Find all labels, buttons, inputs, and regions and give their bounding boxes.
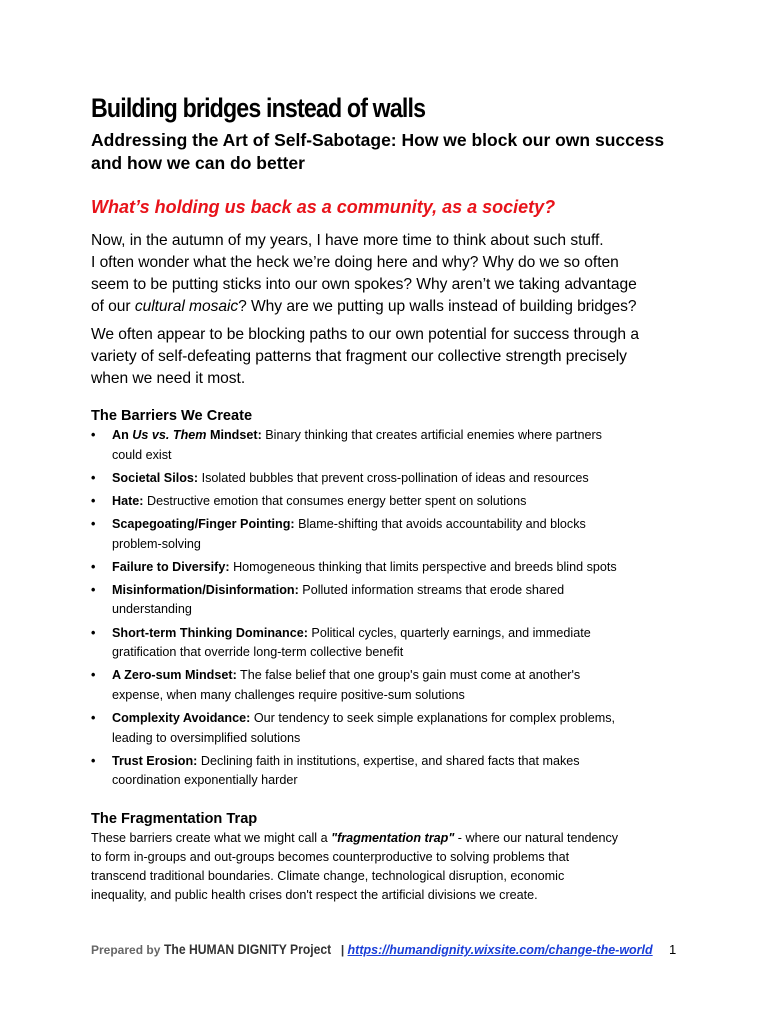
list-item bbox=[91, 469, 661, 489]
second-paragraph bbox=[91, 324, 681, 390]
intro-emphasis: cultural mosaic bbox=[134, 298, 239, 315]
item-label: Trust Erosion: bbox=[112, 753, 198, 768]
intro-line: seem to be putting sticks into our own spokes? Why aren’t we taking advantage bbox=[91, 276, 637, 293]
paragraph-line: inequality, and public health crises don't respect the artificial divisions we create. bbox=[91, 888, 538, 902]
item-line: problem-solving bbox=[112, 536, 201, 551]
item-line bbox=[112, 666, 661, 686]
footer-prepared-by: Prepared by bbox=[91, 943, 161, 957]
item-line bbox=[112, 624, 661, 644]
bullet-icon: • bbox=[91, 517, 96, 532]
item-label-text: An bbox=[112, 428, 133, 442]
item-text: Our tendency to seek simple explanations for complex problems, bbox=[250, 711, 616, 725]
paragraph-line: to form in-groups and out-groups becomes counterproductive to solving problems that bbox=[91, 850, 570, 864]
list-item bbox=[91, 492, 661, 512]
trap-emphasis: "fragmentation trap" bbox=[331, 831, 455, 845]
intro-paragraph bbox=[91, 230, 681, 318]
list-item bbox=[91, 666, 661, 705]
item-text: Isolated bubbles that prevent cross-pollination of ideas and resources bbox=[198, 470, 589, 485]
item-line bbox=[112, 469, 661, 489]
bullet-icon: • bbox=[91, 493, 96, 508]
item-label-emphasis: Us vs. Them bbox=[132, 428, 207, 442]
item-text: Polluted information streams that erode shared bbox=[298, 582, 565, 597]
item-label: Scapegoating/Finger Pointing: bbox=[112, 517, 295, 532]
fragmentation-paragraph bbox=[91, 829, 681, 905]
bullet-icon: • bbox=[91, 559, 96, 574]
item-line bbox=[112, 515, 661, 535]
barriers-list bbox=[91, 426, 661, 794]
intro-line: I often wonder what the heck we’re doing here and why? Why do we so often bbox=[91, 254, 619, 271]
intro-text: of our bbox=[91, 298, 135, 315]
item-text: Blame-shifting that avoids accountability and blocks bbox=[294, 517, 586, 532]
page-number: 1 bbox=[669, 942, 677, 957]
item-text: Homogeneous thinking that limits perspective and breeds blind spots bbox=[229, 559, 617, 574]
intro-line bbox=[91, 296, 681, 318]
item-label: Short-term Thinking Dominance: bbox=[112, 625, 308, 640]
list-item bbox=[91, 515, 661, 554]
item-line bbox=[112, 709, 661, 729]
footer-separator: | bbox=[340, 943, 345, 957]
item-text: Declining faith in institutions, expertise, and shared facts that makes bbox=[197, 753, 580, 768]
footer-organization: The HUMAN DIGNITY Project bbox=[163, 942, 331, 957]
item-label bbox=[112, 428, 262, 442]
item-line bbox=[112, 492, 661, 512]
page-footer bbox=[91, 939, 691, 961]
paragraph-line: transcend traditional boundaries. Climate change, technological disruption, economic bbox=[91, 869, 565, 883]
bullet-icon: • bbox=[91, 668, 96, 683]
item-line bbox=[112, 426, 661, 446]
item-line: could exist bbox=[112, 447, 172, 462]
trap-text: - where our natural tendency bbox=[454, 831, 619, 845]
item-line bbox=[112, 581, 661, 601]
barriers-heading: The Barriers We Create bbox=[91, 408, 253, 424]
bullet-icon: • bbox=[91, 470, 96, 485]
item-label: Complexity Avoidance: bbox=[112, 711, 251, 725]
item-label: Failure to Diversify: bbox=[112, 559, 230, 574]
bullet-icon: • bbox=[91, 428, 96, 442]
list-item bbox=[91, 581, 661, 620]
list-item bbox=[91, 426, 661, 465]
item-text: Political cycles, quarterly earnings, and immediate bbox=[307, 625, 591, 640]
item-label: Misinformation/Disinformation: bbox=[112, 582, 299, 597]
page-subtitle: Addressing the Art of Self-Sabotage: How we block our own success and how we can do better bbox=[91, 130, 665, 173]
bullet-icon: • bbox=[91, 625, 96, 640]
bullet-icon: • bbox=[91, 711, 96, 725]
item-line: expense, when many challenges require positive-sum solutions bbox=[112, 687, 465, 702]
intro-line: Now, in the autumn of my years, I have more time to think about such stuff. bbox=[91, 232, 604, 249]
bullet-icon: • bbox=[91, 582, 96, 597]
page-title: Building bridges instead of walls bbox=[91, 93, 426, 123]
item-label: Hate: bbox=[112, 493, 144, 508]
paragraph-line: We often appear to be blocking paths to our own potential for success through a bbox=[91, 326, 639, 343]
item-label-text: Mindset: bbox=[206, 428, 262, 442]
item-line: understanding bbox=[112, 602, 192, 617]
item-line: coordination exponentially harder bbox=[112, 773, 298, 788]
item-label: Societal Silos: bbox=[112, 470, 199, 485]
item-text: Destructive emotion that consumes energy better spent on solutions bbox=[143, 493, 527, 508]
paragraph-line bbox=[91, 829, 681, 848]
item-text: The false belief that one group's gain must come at another's bbox=[236, 668, 581, 683]
bullet-icon: • bbox=[91, 753, 96, 768]
item-text: Binary thinking that creates artificial enemies where partners bbox=[261, 428, 602, 442]
item-line: gratification that override long-term collective benefit bbox=[112, 645, 404, 660]
list-item bbox=[91, 752, 661, 791]
item-label: A Zero-sum Mindset: bbox=[112, 668, 237, 683]
item-line bbox=[112, 752, 661, 772]
paragraph-line: when we need it most. bbox=[91, 370, 246, 387]
section-question: What’s holding us back as a community, as a society? bbox=[91, 197, 556, 217]
list-item bbox=[91, 624, 661, 663]
item-line bbox=[112, 558, 661, 578]
footer-link[interactable]: https://humandignity.wixsite.com/change-the-world bbox=[347, 943, 653, 957]
list-item bbox=[91, 709, 661, 748]
fragmentation-heading: The Fragmentation Trap bbox=[91, 811, 258, 827]
trap-text: These barriers create what we might call a bbox=[91, 831, 332, 845]
list-item bbox=[91, 558, 661, 578]
intro-text: ? Why are we putting up walls instead of building bridges? bbox=[238, 298, 637, 315]
item-line: leading to oversimplified solutions bbox=[112, 730, 301, 745]
paragraph-line: variety of self-defeating patterns that fragment our collective strength precisely bbox=[91, 348, 627, 365]
